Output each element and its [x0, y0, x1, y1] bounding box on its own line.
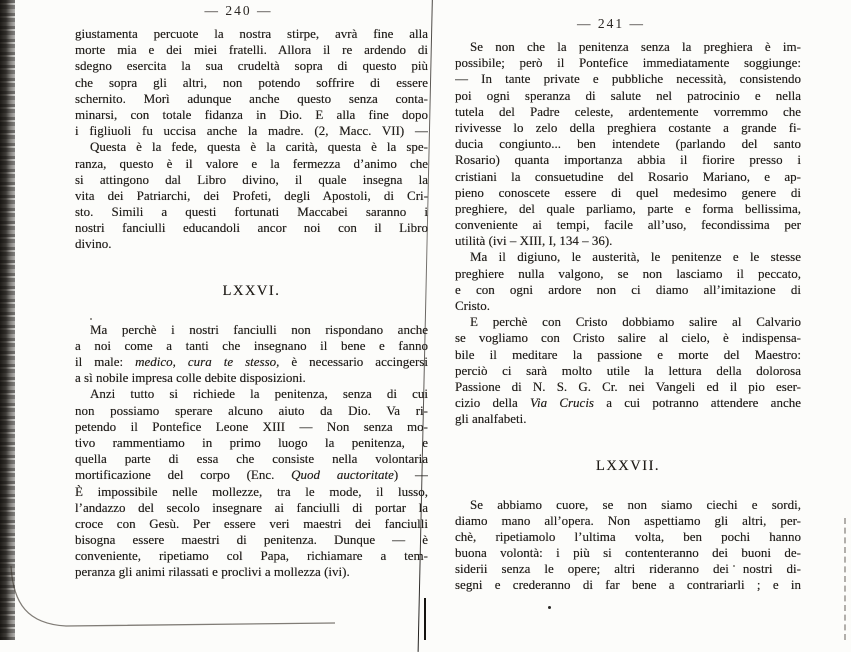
text-line: morte mia e dei miei fratelli. Allora il re ardendo di: [75, 42, 428, 58]
text-line: minarsi, con totale fidanza in Dio. E alla fine dopo: [75, 106, 428, 122]
text-line: sdegno esercita la sua crudeltà sopra di questo più: [75, 58, 428, 74]
page-gutter-fold-line-bottom: [424, 598, 426, 640]
text-line: quella parte di essa che consiste nella volontaria: [75, 451, 428, 467]
text-line: schernito. Morì adunque anche questo senza conta-: [75, 90, 428, 106]
text-line: Ma il digiuno, le austerità, le penitenze e le stesse: [470, 249, 801, 265]
paragraph: [455, 497, 801, 594]
paragraph: [75, 26, 428, 139]
paragraph: [75, 322, 428, 387]
text-line: tivo rammentiamo in primo luogo la penitenza, e: [75, 434, 428, 450]
text-line: il male: medico, cura te stesso, è necessario accingersi: [75, 354, 428, 369]
text-line: utilità (ivi – XIII, I, 134 – 36).: [455, 233, 613, 249]
text-line: e con ogni ardore non ci diamo all’imitazione di: [455, 281, 801, 297]
text-line: ducia congiunto... ben intendete (parlando del santo: [455, 136, 801, 152]
section-heading: LXXVI.: [222, 282, 281, 299]
paragraph: [455, 314, 801, 427]
text-line: preghiere, del quale parliamo, parte e forma bellissima,: [455, 200, 801, 216]
page-number-header: — 240 —: [204, 3, 273, 18]
paragraph: [75, 139, 428, 252]
text-line: perciò ci sarà molto utile la lettura della dolorosa: [455, 362, 801, 378]
text-line: mortificazione del corpo (Enc. Quod auctoritate) —: [75, 467, 428, 483]
text-line: possibile; però il Pontefice immediatamente soggiunge:: [455, 55, 801, 71]
text-line: cristiani la consuetudine del Rosario Mariano, e ap-: [455, 168, 801, 184]
italic-text: medico, cura te stesso,: [135, 354, 280, 369]
text-line: Passione di N. S. G. Cr. nei Vangeli ed il pio eser-: [455, 378, 801, 394]
text-line: gli analfabeti.: [455, 411, 527, 427]
text-line: Questa è la fede, questa è la carità, questa è la spe-: [90, 139, 428, 155]
text-line: peranza gli animi rilassati e proclivi a mollezza (ivi).: [75, 564, 350, 580]
text-line: preghiere nulla valgono, se non lasciamo il peccato,: [455, 265, 801, 281]
text-line: buona volontà: i più si contenteranno dei buoni de-: [455, 545, 801, 561]
text-line: se vogliamo con Cristo salire al cielo, è indispensa-: [455, 330, 801, 346]
text-line: non possiamo sperare alcuno aiuto da Dio. Va ri-: [75, 402, 428, 418]
text-line: a sì nobile impresa colle debite disposizioni.: [75, 370, 306, 386]
scan-dashed-edge-line: [844, 518, 846, 640]
text-line: Se abbiamo cuore, se non siamo ciechi e sordi,: [470, 496, 801, 512]
italic-text: Via Crucis: [530, 395, 594, 411]
scan-speck: [548, 606, 551, 609]
text-line: Ma perchè i nostri fanciulli non rispondano anche: [90, 321, 428, 337]
page-number-header: — 241 —: [577, 16, 645, 31]
text-line: pieno conoscete essere di quel medesimo genere di: [455, 184, 801, 200]
text-line: È impossibile nelle mollezze, tra le mode, il lusso,: [75, 483, 428, 499]
text-line: cizio della Via Crucis a cui potranno attendere anche: [455, 395, 801, 411]
paragraph: [75, 386, 428, 580]
text-line: l’andazzo del secolo insegnare ai fanciulli di portar la: [75, 499, 428, 515]
text-line: a noi come a tanti che insegnano il bene e fanno: [75, 337, 428, 353]
text-line: petendo il Pontefice Leone XIII — Non senza mo-: [75, 418, 428, 434]
text-line: — In tante private e pubbliche necessità, consistendo: [455, 71, 801, 87]
paragraph: [455, 39, 801, 249]
text-line: diamo mano all’opera. Non aspettiamo gli altri, per-: [455, 512, 801, 528]
text-line: divino.: [75, 236, 112, 252]
text-line: ranza, questo è il valore e la fermezza d’animo che: [75, 155, 428, 171]
text-line: bisogna essere maestri di penitenza. Dunque — è: [75, 532, 428, 548]
text-line: E perchè con Cristo dobbiamo salire al Calvario: [470, 314, 801, 330]
text-line: bile il meditare la passione e morte del Maestro:: [455, 346, 801, 362]
text-line: che sopra gli altri, non potendo soffrire di essere: [75, 74, 428, 90]
italic-text: Quod auctoritate: [291, 467, 394, 483]
text-line: croce con Gesù. Per essere veri maestri dei fanciulli: [75, 515, 428, 531]
book-page-240: [75, 3, 428, 581]
text-line: nostri fanciulli educandoli ancor noi con il Libro: [75, 220, 428, 236]
text-line: Rosario) quanta importanza abbia il fiorire presso i: [455, 152, 801, 168]
text-line: Se non che la penitenza senza la preghiera è im-: [470, 39, 801, 54]
text-line: poi ogni speranza di salute nel patrocinio e nella: [455, 87, 801, 103]
section-heading: LXXVII.: [595, 457, 661, 474]
text-line: Cristo.: [455, 298, 491, 313]
text-line: rivivesse lo zelo della preghiera costante a grande fi-: [455, 119, 801, 135]
page-body: [75, 26, 428, 581]
scan-dark-left-edge: [0, 0, 15, 640]
text-line: conveniente ai tempi, facile all’uso, fecondissima per: [455, 217, 801, 233]
text-line: Anzi tutto si richiede la penitenza, senza di cui: [90, 386, 428, 402]
text-line: tutela del Padre celeste, ardentemente vorremmo che: [455, 103, 801, 119]
page-body: [455, 39, 801, 594]
text-line: siderii senza le opere; altri rideranno dei nostri di-: [455, 561, 801, 577]
text-line: si attingono dal Libro divino, il quale insegna la: [75, 171, 428, 187]
text-line: conveniente, ripetiamo col Papa, richiamare a tem-: [75, 548, 428, 564]
text-line: chè, ripetiamolo l’ultima volta, ben pochi hanno: [455, 528, 801, 544]
text-line: vita dei Patriarchi, dei Profeti, degli Apostoli, di Cri-: [75, 187, 428, 203]
text-line: sto. Simili a questi fortunati Maccabei saranno i: [75, 204, 428, 220]
text-line: giustamenta percuote la nostra stirpe, avrà fine alla: [75, 26, 428, 41]
text-line: segni e crederanno di far bene a contrariarli ; e in: [455, 577, 801, 593]
book-page-241: [455, 16, 801, 594]
text-line: i figliuoli fu uccisa anche la madre. (2, Macc. VII) —: [75, 123, 428, 139]
paragraph: [455, 249, 801, 314]
